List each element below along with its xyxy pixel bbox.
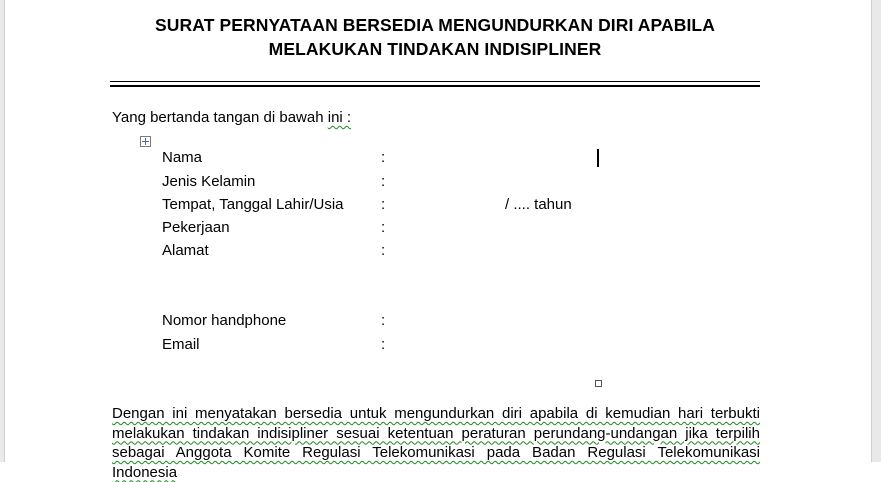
intro-text[interactable] bbox=[112, 109, 351, 126]
age-suffix: / .... tahun bbox=[505, 196, 572, 213]
field-label-jenis-kelamin: Jenis Kelamin bbox=[162, 173, 256, 190]
intro-prefix: Yang bertanda tangan di bawah bbox=[112, 109, 328, 126]
field-colon-tempat-tanggal-lahir: : bbox=[381, 196, 386, 213]
header-rule-thick bbox=[110, 85, 760, 87]
title-line-1: SURAT PERNYATAAN BERSEDIA MENGUNDURKAN DIRI APABILA bbox=[155, 15, 715, 35]
title-line-2: MELAKUKAN TINDAKAN INDISIPLINER bbox=[268, 39, 602, 59]
field-colon-jenis-kelamin: : bbox=[381, 173, 386, 190]
field-colon-alamat: : bbox=[381, 242, 386, 259]
field-colon-nama: : bbox=[381, 149, 386, 166]
paragraph-line-3: sebagai Anggota Komite Regulasi Telekomunikasi pada Badan Regulasi Telekomunikasi Indonesia bbox=[112, 444, 760, 481]
paragraph-line-2: melakukan tindakan indisipliner sesuai ketentuan peraturan perundang-undangan jika terpilih bbox=[112, 424, 760, 442]
header-rule-thin bbox=[110, 81, 760, 82]
field-colon-pekerjaan: : bbox=[381, 219, 386, 236]
table-move-handle-icon[interactable] bbox=[140, 136, 151, 147]
field-colon-email: : bbox=[381, 336, 386, 353]
field-label-email: Email bbox=[162, 336, 200, 353]
field-label-nomor-handphone: Nomor handphone bbox=[162, 312, 287, 329]
page-margin-right bbox=[871, 0, 881, 462]
intro-suffix: ini : bbox=[327, 109, 352, 126]
page-margin-left bbox=[0, 0, 5, 462]
field-label-alamat: Alamat bbox=[162, 242, 209, 259]
field-label-tempat-tanggal-lahir: Tempat, Tanggal Lahir/Usia bbox=[162, 196, 344, 213]
field-label-pekerjaan: Pekerjaan bbox=[162, 219, 230, 236]
document-title bbox=[110, 13, 760, 61]
statement-paragraph[interactable] bbox=[112, 404, 760, 482]
end-of-cell-marker-icon bbox=[595, 380, 602, 387]
field-label-nama: Nama bbox=[162, 149, 203, 166]
field-colon-nomor-handphone: : bbox=[381, 312, 386, 329]
text-cursor bbox=[597, 149, 599, 167]
paragraph-line-1: Dengan ini menyatakan bersedia untuk mengundurkan diri apabila di kemudian hari terbukti bbox=[112, 405, 760, 422]
